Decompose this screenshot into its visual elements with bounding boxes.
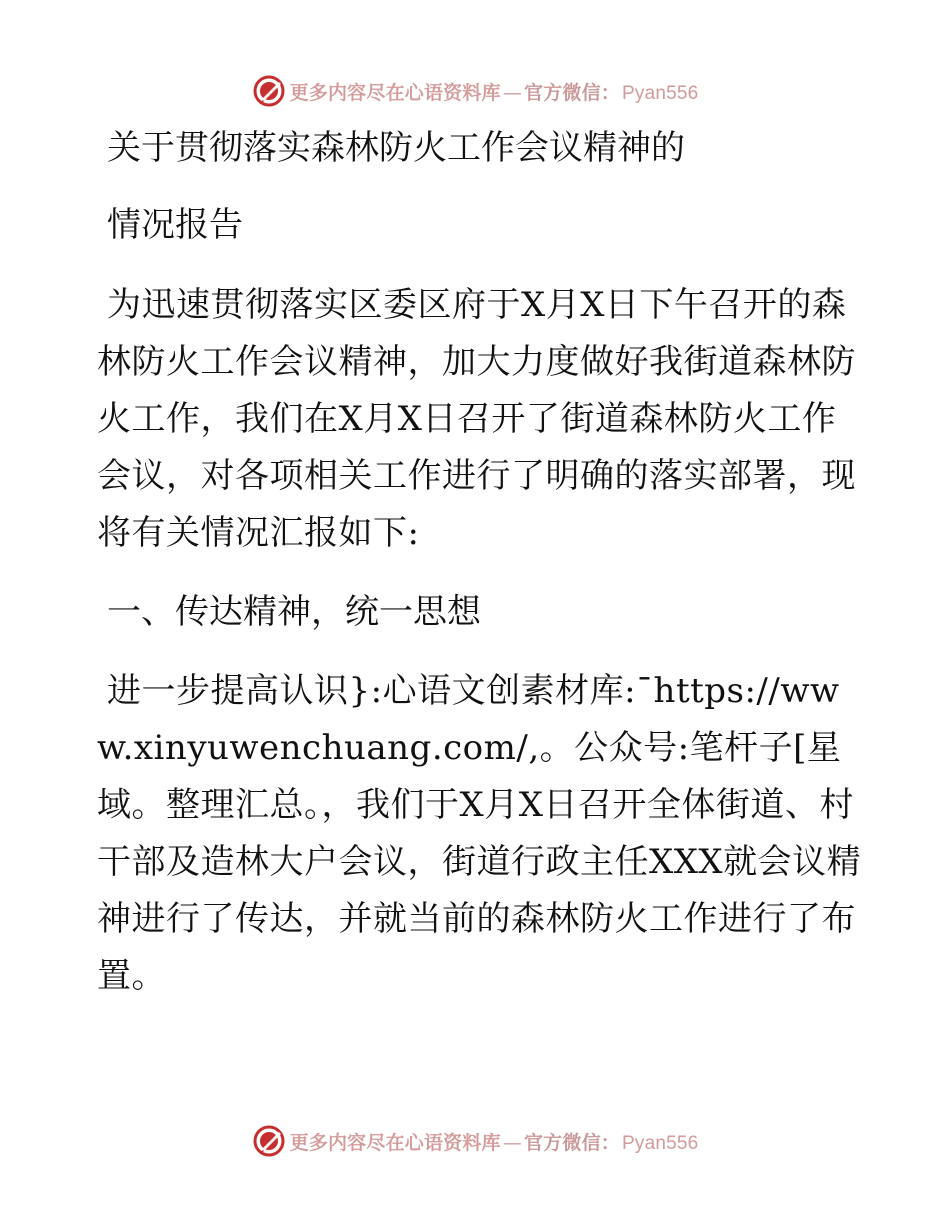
watermark-site-text: 更多内容尽在心语资料库 bbox=[289, 81, 501, 104]
watermark-site-text: 更多内容尽在心语资料库 bbox=[289, 1131, 501, 1154]
quill-pen-logo-icon bbox=[252, 74, 286, 108]
quill-pen-logo-icon bbox=[252, 1124, 286, 1158]
intro-paragraph: 为迅速贯彻落实区委区府于X月X日下午召开的森林防火工作会议精神，加大力度做好我街道森林防火工作，我们在X月X日召开了街道森林防火工作会议，对各项相关工作进行了明确的落实部署，现将有关情况汇报如下: bbox=[97, 285, 856, 553]
watermark-wechat-label: 官方微信： bbox=[523, 81, 620, 104]
watermark-text bbox=[290, 78, 699, 105]
document-content bbox=[97, 118, 867, 1005]
section-1-heading: 一、传达精神，统一思想 bbox=[107, 592, 481, 632]
watermark-wechat-label: 官方微信： bbox=[523, 1131, 620, 1154]
footer-watermark bbox=[0, 1120, 950, 1162]
section-1-paragraph: 进一步提高认识}:心语文创素材库:¯https://www.xinyuwenchuang.com/,。公众号:笔杆子[星域。整理汇总。，我们于X月X日召开全体街道、村干部及造林大户会议，街道行政主任XXX就会议精神进行了传达，并就当前的森林防火工作进行了布置。 bbox=[97, 671, 862, 996]
watermark-separator: — bbox=[502, 1131, 522, 1154]
document-title-line-1: 关于贯彻落实森林防火工作会议精神的 bbox=[107, 128, 685, 168]
watermark-text bbox=[290, 1128, 699, 1155]
watermark-wechat-id: Pyan556 bbox=[622, 82, 699, 104]
document-title-line-2: 情况报告 bbox=[107, 205, 243, 245]
header-watermark bbox=[0, 70, 950, 112]
watermark-wechat-id: Pyan556 bbox=[622, 1132, 699, 1154]
watermark-separator: — bbox=[502, 81, 522, 104]
